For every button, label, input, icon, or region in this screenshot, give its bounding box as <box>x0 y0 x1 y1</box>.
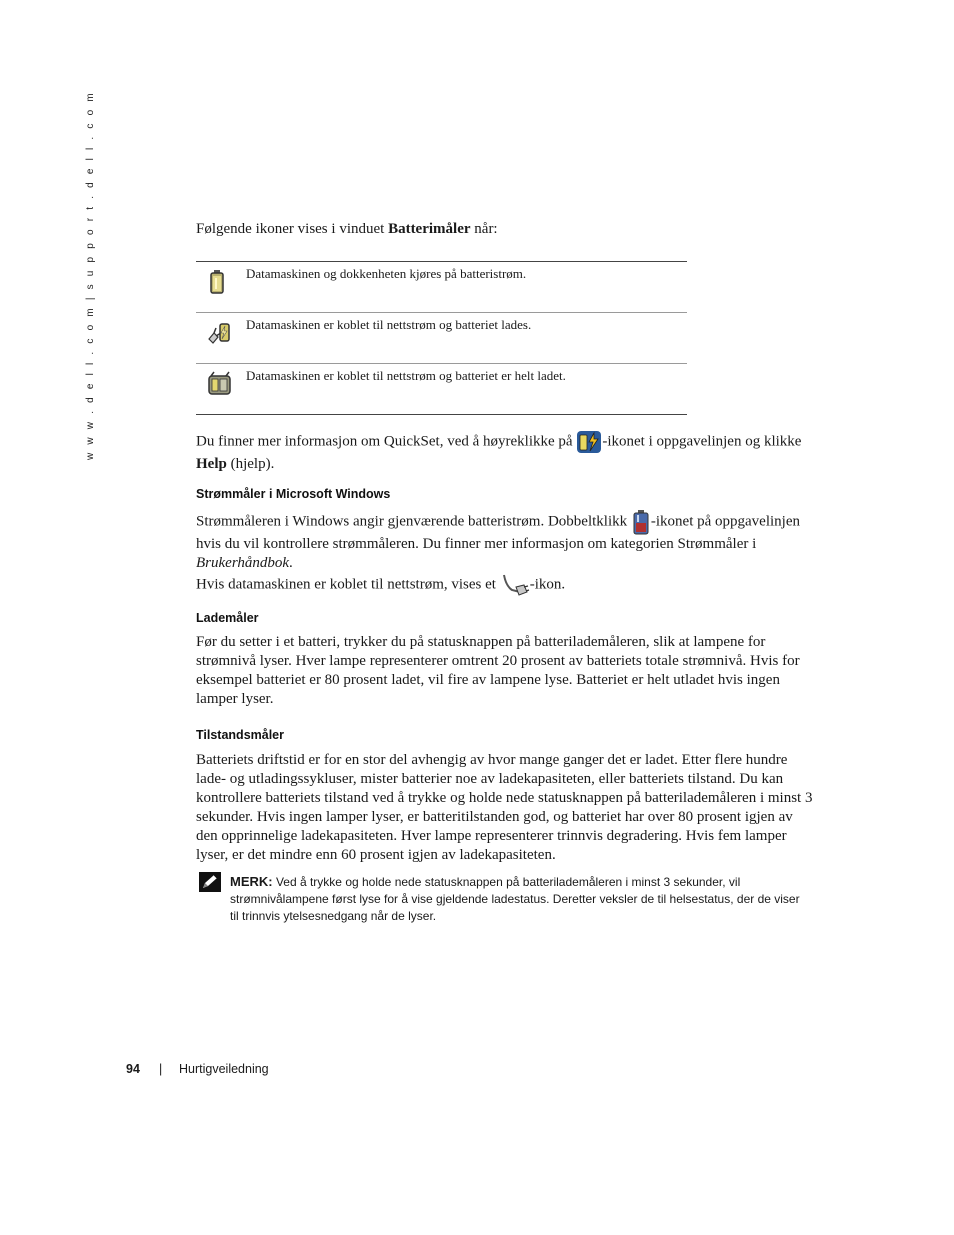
battery-taskbar-icon <box>631 509 651 535</box>
note-pencil-icon <box>199 872 219 890</box>
quickset-text: Du finner mer informasjon om QuickSet, ved å høyreklikke på <box>196 433 577 450</box>
charge-gauge-paragraph: Før du setter i et batteri, trykker du på statusknappen på batterilademåleren, slik at lampene for strømnivå lyser. Hver lampe representerer omtrent 20 prosent av batteriets totale strømnivå. Hvis for eksempel batteriet er 80 prosent ladet, vil fire av lampene lyse. Batteriet er helt utladet hvis ingen lamper lyser. <box>196 634 800 707</box>
icon-table <box>196 261 687 415</box>
quickset-text: -ikonet i oppgavelinjen og klikke <box>602 433 802 450</box>
footer-title: Hurtigveiledning <box>179 1062 269 1076</box>
plug-battery-full-icon <box>206 370 232 396</box>
ac-power-paragraph <box>196 572 816 598</box>
note-text <box>230 873 810 925</box>
power-meter-text: Strømmåleren i Windows angir gjenværende batteristrøm. Dobbeltklikk <box>196 513 631 530</box>
ac-plug-icon <box>500 572 530 598</box>
power-meter-paragraph <box>196 509 816 573</box>
quickset-icon <box>576 429 602 455</box>
intro-bold: Batterimåler <box>388 221 471 237</box>
table-row-text: Datamaskinen er koblet til nettstrøm og batteriet lades. <box>246 317 532 332</box>
power-meter-text: -ikonet på oppgavelinjen hvis du vil kontrollere strømmåleren. Du finner mer informasjon om kategorien Strømmåler i <box>196 513 800 552</box>
section-heading-charge-gauge: Lademåler <box>196 611 259 625</box>
note-label: MERK: <box>230 874 273 889</box>
section-heading-health-gauge: Tilstandsmåler <box>196 728 285 742</box>
quickset-paragraph <box>196 429 816 474</box>
user-guide-italic: Brukerhåndbok <box>196 555 290 571</box>
sidebar-url <box>80 90 102 460</box>
intro-paragraph <box>196 220 816 239</box>
section-heading-power-meter: Strømmåler i Microsoft Windows <box>196 487 391 501</box>
note-body: Ved å trykke og holde nede statusknappen på batterilademåleren i minst 3 sekunder, vil strømnivålampene først lyse for å vise gjeldende ladestatus. Deretter veksler de til helsestatus, der de viser til trinnvis ytelsesnedgang når de lyser. <box>230 875 800 923</box>
page-number: 94 <box>126 1062 140 1076</box>
plug-charging-icon <box>206 319 232 345</box>
footer-separator: | <box>159 1062 163 1076</box>
help-bold: Help <box>196 456 227 472</box>
ac-power-text-end: -ikon. <box>529 576 566 593</box>
table-row <box>196 364 687 415</box>
battery-icon <box>206 268 232 294</box>
table-row-text: Datamaskinen og dokkenheten kjøres på batteristrøm. <box>246 266 527 281</box>
table-row-text: Datamaskinen er koblet til nettstrøm og batteriet er helt ladet. <box>246 368 566 383</box>
power-meter-text-end: . <box>289 555 293 571</box>
sidebar-url-text: w w w . d e l l . c o m | s u p p o r t . d e l l . c o m <box>85 90 96 460</box>
table-row <box>196 313 687 364</box>
health-gauge-paragraph: Batteriets driftstid er for en stor del avhengig av hvor mange ganger det er ladet. Etter flere hundre lade- og utladingssykluser, mister batterier noe av ladekapasiteten, eller batteriets tilstand. Du kan kontrollere batteriets tilstand ved å trykke og holde nede statusknappen på batterilademåleren i minst 3 sekunder. Hvis ingen lamper lyser, er batteritilstanden god, og batteriet har over 80 prosent igjen av den opprinnelige ladekapasiteten. Hver lampe representerer trinnvis degradering. Hvis fem lamper lyser, er det mindre enn 60 prosent igjen av ladekapasiteten. <box>196 752 813 863</box>
intro-text-end: når: <box>470 221 498 237</box>
quickset-text-end: (hjelp). <box>226 456 275 472</box>
intro-text: Følgende ikoner vises i vinduet <box>196 221 389 237</box>
ac-power-text: Hvis datamaskinen er koblet til nettstrøm, vises et <box>196 576 500 593</box>
table-row <box>196 262 687 313</box>
